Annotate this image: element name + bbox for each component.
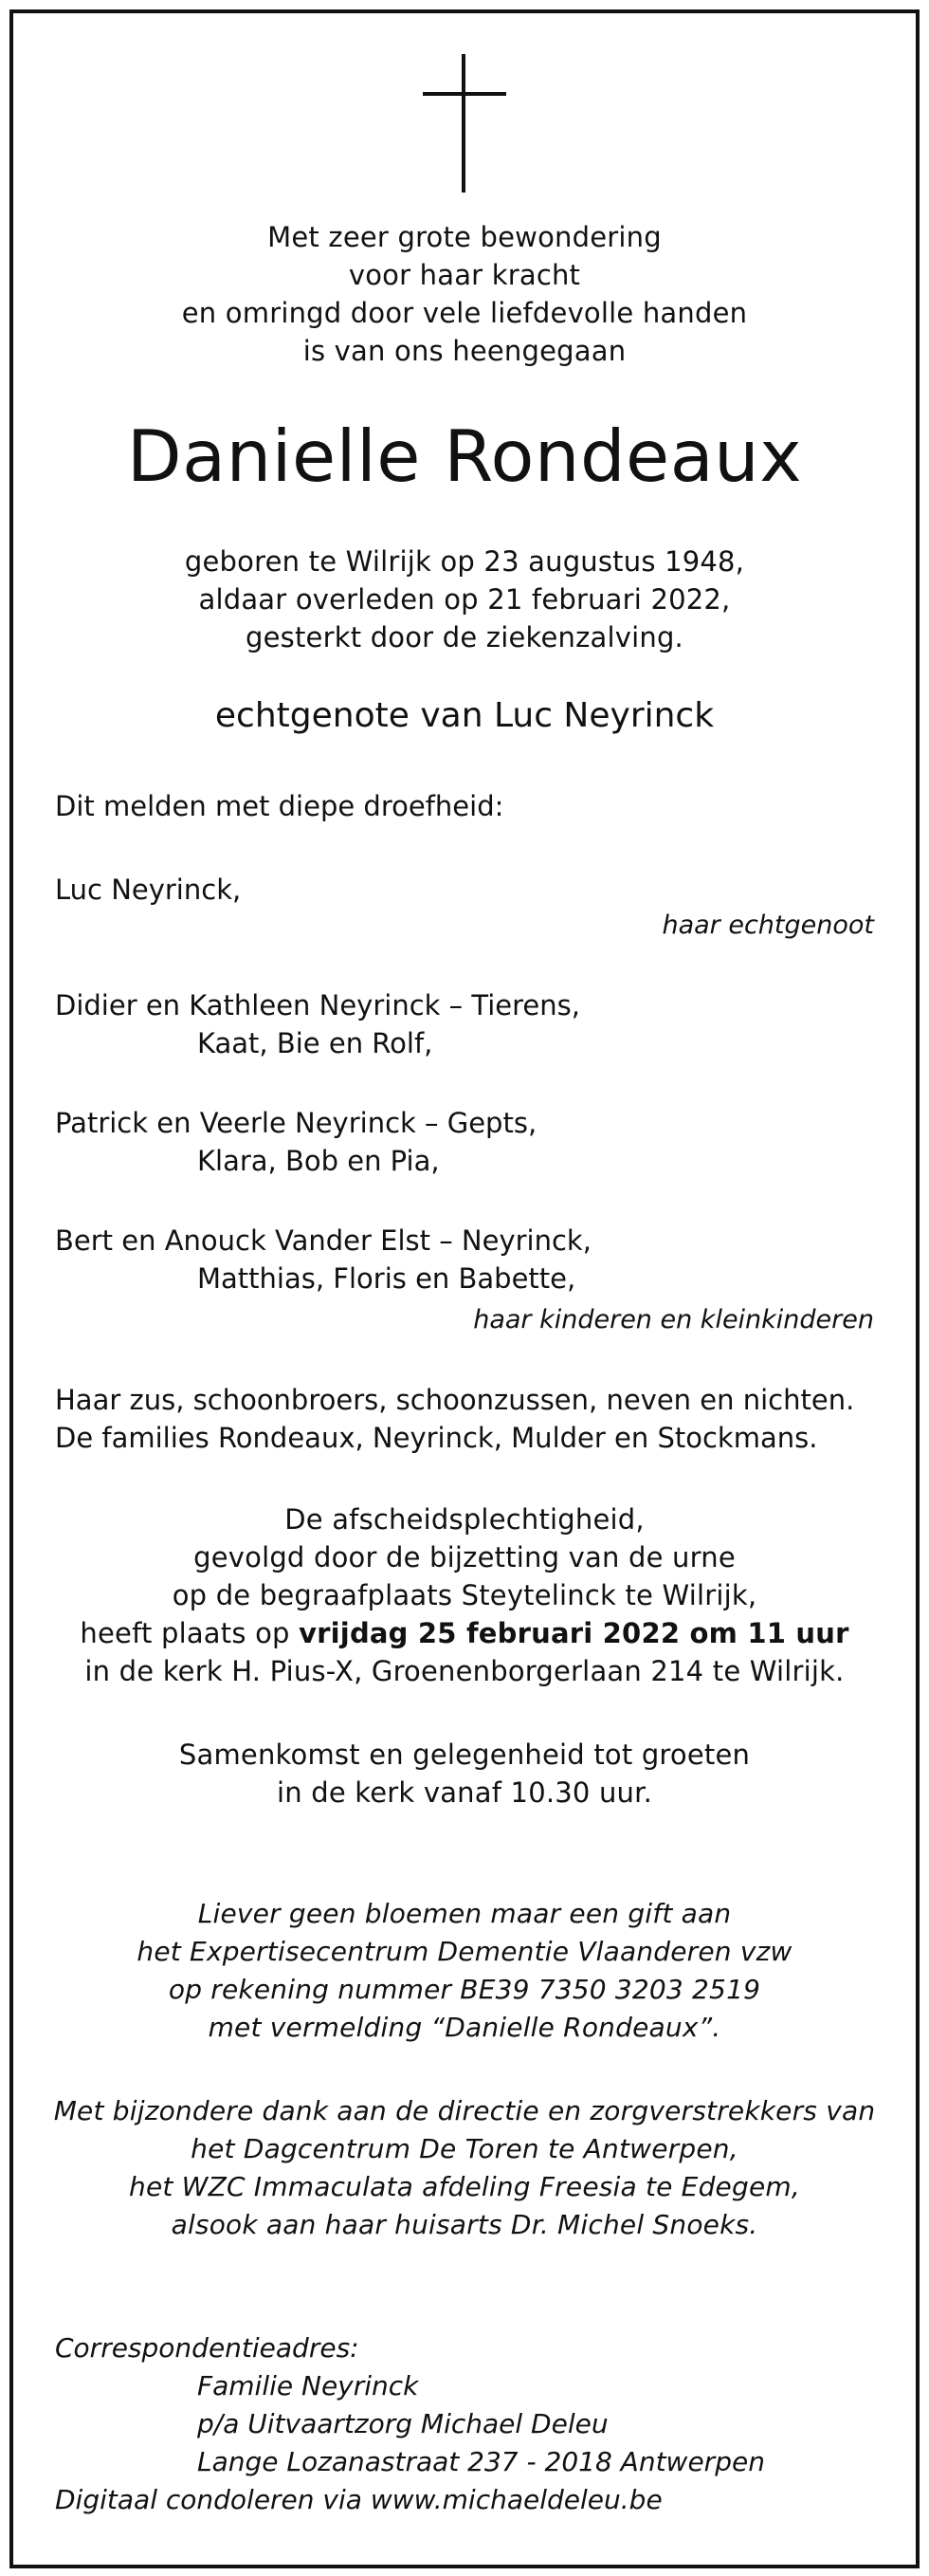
correspondence-line-3: Lange Lozanastraat 237 - 2018 Antwerpen: [197, 2446, 765, 2477]
deceased-name: Danielle Rondeaux: [126, 414, 803, 498]
child2-line: Patrick en Veerle Neyrinck – Gepts,: [55, 1107, 537, 1139]
ceremony-line-2: gevolgd door de bijzetting van de urne: [193, 1541, 736, 1573]
gift-line-1: Liever geen bloemen maar een gift aan: [197, 1898, 732, 1929]
thanks-line-2: het Dagcentrum De Toren te Antwerpen,: [191, 2133, 738, 2164]
ceremony-line-3: op de begraafplaats Steytelinck te Wilrijk,: [172, 1579, 757, 1611]
child3-kids: Matthias, Floris en Babette,: [197, 1262, 576, 1295]
husband-role: haar echtgenoot: [662, 911, 874, 940]
child2-kids: Klara, Bob en Pia,: [197, 1145, 440, 1177]
birth-line-2: aldaar overleden op 21 februari 2022,: [198, 583, 731, 616]
birth-line-3: gesterkt door de ziekenzalving.: [246, 621, 683, 653]
spouse-line: echtgenote van Luc Neyrinck: [214, 696, 715, 735]
gift-line-4: met vermelding “Danielle Rondeaux”.: [208, 2012, 721, 2043]
child1-kids: Kaat, Bie en Rolf,: [197, 1027, 433, 1059]
ceremony-prefix: heeft plaats op: [80, 1617, 300, 1649]
gathering-line-2: in de kerk vanaf 10.30 uur.: [276, 1776, 653, 1809]
husband-name: Luc Neyrinck,: [55, 874, 242, 906]
online-condolence: Digitaal condoleren via www.michaeldeleu.be: [55, 2484, 663, 2515]
ceremony-line-5: in de kerk H. Pius-X, Groenenborgerlaan 214 te Wilrijk.: [84, 1655, 845, 1687]
intro-line-1: Met zeer grote bewondering: [267, 221, 662, 253]
correspondence-label: Correspondentieadres:: [55, 2332, 359, 2364]
announce-line: Dit melden met diepe droefheid:: [55, 790, 504, 822]
ceremony-line-1: De afscheidsplechtigheid,: [284, 1503, 645, 1536]
birth-line-1: geboren te Wilrijk op 23 augustus 1948,: [184, 545, 745, 578]
child1-line: Didier en Kathleen Neyrinck – Tierens,: [55, 989, 580, 1021]
correspondence-line-2: p/a Uitvaartzorg Michael Deleu: [197, 2408, 609, 2439]
thanks-line-1: Met bijzondere dank aan de directie en zorgverstrekkers van: [53, 2095, 876, 2126]
families-line: De families Rondeaux, Neyrinck, Mulder en Stockmans.: [55, 1422, 818, 1454]
cross-icon: [423, 54, 506, 193]
thanks-line-3: het WZC Immaculata afdeling Freesia te Edegem,: [129, 2171, 800, 2202]
gathering-line-1: Samenkomst en gelegenheid tot groeten: [178, 1739, 751, 1771]
intro-line-3: en omringd door vele liefdevolle handen: [181, 297, 748, 329]
child3-line: Bert en Anouck Vander Elst – Neyrinck,: [55, 1224, 592, 1257]
thanks-line-4: alsook aan haar huisarts Dr. Michel Snoeks.: [171, 2209, 758, 2240]
children-role: haar kinderen en kleinkinderen: [473, 1305, 874, 1334]
gift-line-3: op rekening nummer BE39 7350 3203 2519: [168, 1974, 761, 2005]
gift-line-2: het Expertisecentrum Dementie Vlaanderen vzw: [137, 1936, 792, 1967]
correspondence-line-1: Familie Neyrinck: [197, 2370, 419, 2401]
intro-line-2: voor haar kracht: [348, 259, 581, 291]
intro-line-4: is van ons heengegaan: [302, 335, 627, 367]
relatives-line: Haar zus, schoonbroers, schoonzussen, neven en nichten.: [55, 1384, 855, 1416]
ceremony-date: vrijdag 25 februari 2022 om 11 uur: [299, 1617, 849, 1649]
ceremony-line-4: [0, 1614, 929, 1652]
